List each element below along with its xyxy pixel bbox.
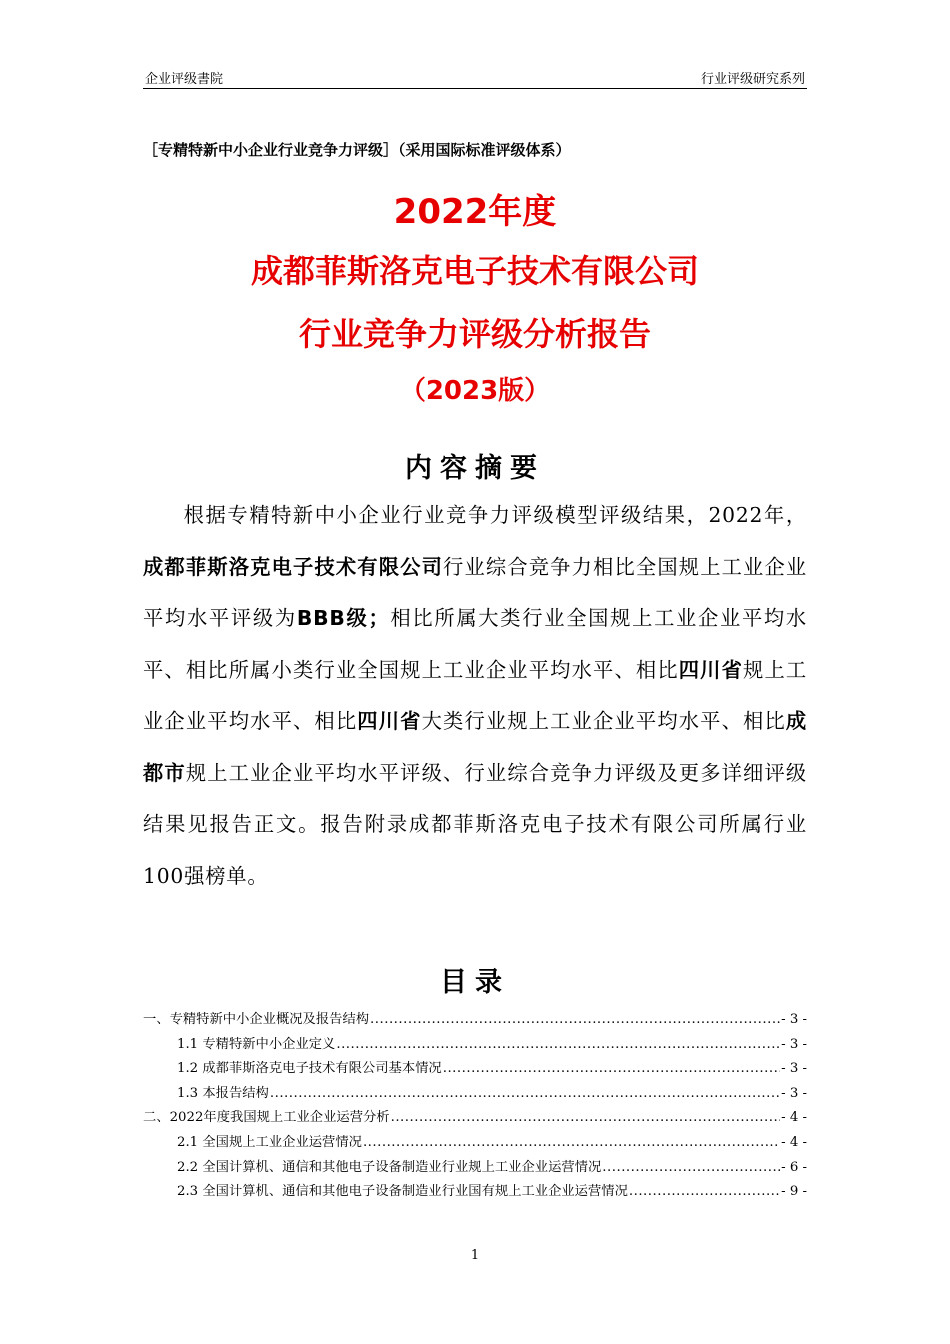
toc-entry-page: - 6 -: [781, 1159, 807, 1175]
toc-entry-label: 2.2 全国计算机、通信和其他电子设备制造业行业规上工业企业运营情况: [177, 1159, 602, 1175]
title-edition: （2023版）: [399, 376, 551, 406]
toc-leader: [270, 1086, 780, 1101]
toc-entry-label: 一、专精特新中小企业概况及报告结构: [143, 1012, 370, 1027]
abstract-rating: BBB级；: [296, 606, 390, 630]
title-report: 行业竞争力评级分析报告: [298, 315, 651, 353]
toc-entry[interactable]: [143, 1131, 807, 1156]
toc-entry[interactable]: [143, 1057, 807, 1082]
toc-leader: [602, 1160, 780, 1175]
toc-entry[interactable]: [143, 1156, 807, 1181]
abstract-text-6: 规上工业企业平均水平评级、行业综合竞争力评级及更多详细评级结果见报告正文。报告附录成都菲斯洛克电子技术有限公司所属行业100强榜单。: [143, 760, 808, 888]
toc-entry-label: 1.2 成都菲斯洛克电子技术有限公司基本情况: [177, 1061, 442, 1077]
toc-leader: [391, 1110, 781, 1125]
title-year: 2022年度: [393, 192, 557, 232]
toc-entry-page: - 4 -: [781, 1110, 807, 1126]
header-left: 企业评级書院: [145, 72, 224, 87]
toc-entry-label: 二、2022年度我国规上工业企业运营分析: [143, 1110, 390, 1126]
abstract-text-1: 根据专精特新中小企业行业竞争力评级模型评级结果，2022年，: [183, 503, 807, 527]
abstract-province-2: 四川省: [357, 709, 422, 733]
toc-leader: [363, 1135, 780, 1150]
table-of-contents: [143, 1008, 807, 1205]
series-label: ［专精特新中小企业行业竞争力评级］（采用国际标准评级体系）: [143, 141, 571, 159]
toc-entry-label: 1.3 本报告结构: [177, 1085, 269, 1101]
toc-entry-label: 2.1 全国规上工业企业运营情况: [177, 1134, 362, 1150]
toc-entry[interactable]: [143, 1033, 807, 1058]
abstract-heading: 内容摘要: [405, 453, 545, 484]
toc-heading: 目录: [440, 967, 510, 998]
abstract-province-1: 四川省: [678, 657, 744, 682]
toc-entry-page: - 3 -: [781, 1012, 807, 1027]
page-header: [143, 66, 807, 89]
toc-entry-page: - 9 -: [781, 1184, 807, 1200]
abstract-text-3: 相比所属大类行业全国规上工业企业平均水平、相比所属小类行业全国规上工业企业平均水平、相比: [143, 606, 807, 682]
abstract-company: 成都菲斯洛克电子技术有限公司: [143, 554, 444, 579]
toc-entry-page: - 3 -: [781, 1036, 807, 1052]
abstract-text-5: 大类行业规上工业企业平均水平、相比: [421, 709, 786, 733]
toc-leader: [370, 1012, 780, 1027]
abstract-city: 成都市: [143, 709, 807, 785]
toc-entry[interactable]: [143, 1008, 807, 1033]
toc-entry[interactable]: [143, 1106, 807, 1131]
toc-leader: [336, 1037, 780, 1052]
abstract-body: [143, 490, 807, 902]
toc-leader: [629, 1184, 780, 1199]
toc-entry[interactable]: [143, 1082, 807, 1107]
toc-entry-page: - 3 -: [781, 1085, 807, 1101]
toc-entry-label: 2.3 全国计算机、通信和其他电子设备制造业行业国有规上工业企业运营情况: [177, 1184, 628, 1200]
toc-entry-label: 1.1 专精特新中小企业定义: [177, 1036, 336, 1052]
abstract-text-2: 行业综合竞争力相比全国规上工业企业平均水平评级为: [143, 554, 807, 630]
page-number: 1: [470, 1248, 480, 1263]
header-right: 行业评级研究系列: [700, 72, 805, 87]
toc-entry-page: - 4 -: [781, 1134, 807, 1150]
abstract-text-4: 规上工业企业平均水平、相比: [143, 657, 807, 733]
toc-entry-page: - 3 -: [781, 1061, 807, 1077]
toc-entry[interactable]: [143, 1180, 807, 1205]
toc-leader: [443, 1061, 780, 1076]
title-company: 成都菲斯洛克电子技术有限公司: [250, 252, 699, 290]
